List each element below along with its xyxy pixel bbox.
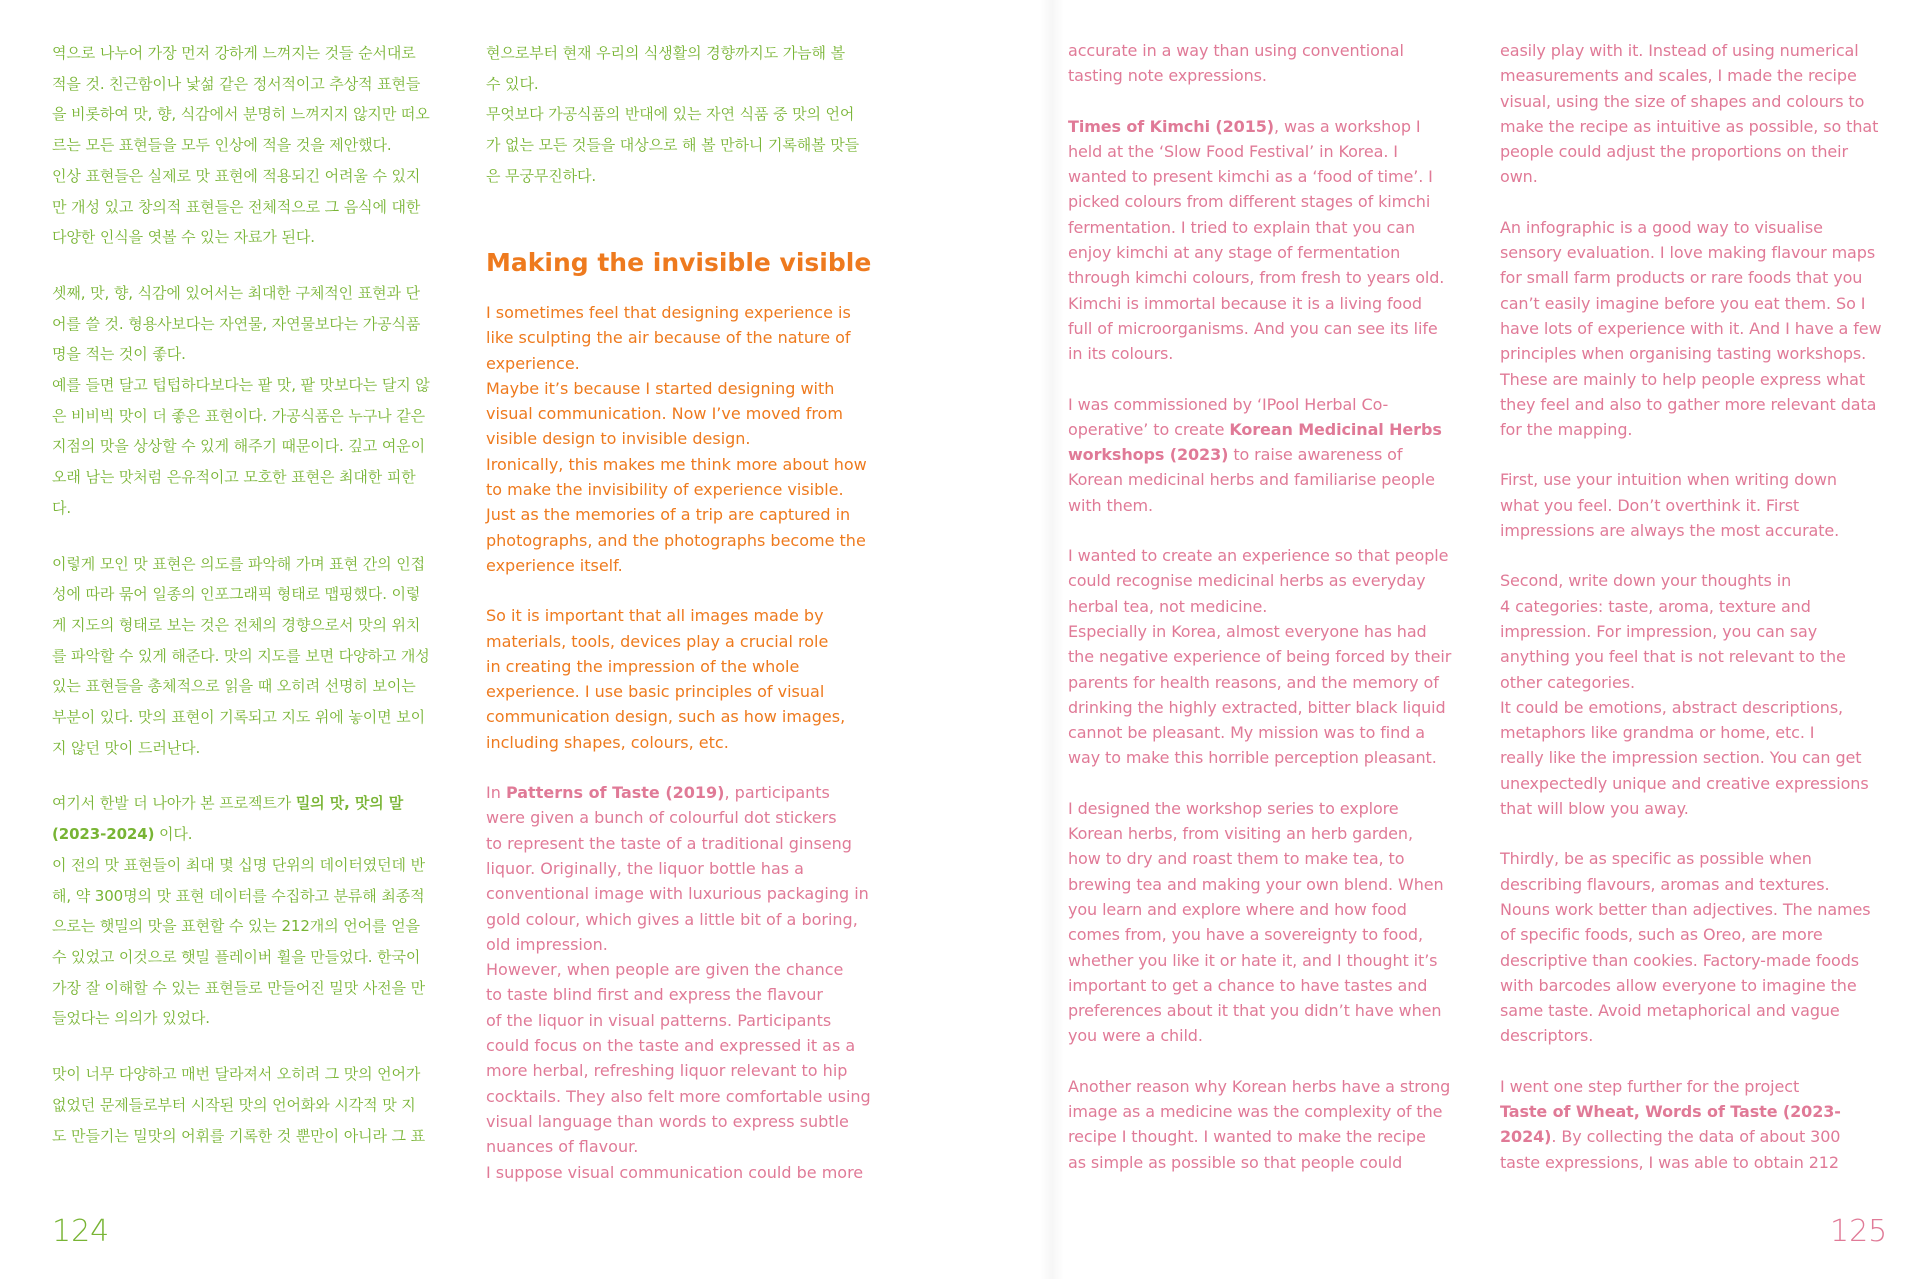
- project-title-korean: 밀의 맛, 맛의 말 (2023-2024): [52, 794, 404, 844]
- section-heading: Making the invisible visible: [486, 248, 872, 277]
- medicinal-herbs-paragraph: [1068, 392, 1458, 518]
- left-column-2-korean: [486, 38, 881, 192]
- intro-paragraph-1: I sometimes feel that designing experience is like sculpting the air because of the nature of experience. Maybe it’s because I started designing with visual communication. Now I’ve moved from visible design to invisible design. Ironically, this makes me think more about how to make the invisibility of experience visible. Just as the memories of a trip are captured in photographs, and the photographs become the experience itself.: [486, 303, 867, 575]
- page-number-right: 125: [1830, 1214, 1888, 1249]
- times-of-kimchi-title: Times of Kimchi (2015): [1068, 116, 1274, 136]
- english-paragraph-6: Another reason why Korean herbs have a strong image as a medicine was the complexity of the recipe I thought. I wanted to make the recipe as simple as possible so that people could: [1068, 1076, 1451, 1172]
- patterns-of-taste-title: Patterns of Taste (2019): [505, 783, 725, 803]
- medicinal-herbs-title: Korean Medicinal Herbs workshops (2023): [1068, 419, 1442, 465]
- left-column-korean: [52, 38, 432, 1151]
- intro-paragraph-2: So it is important that all images made by materials, tools, devices play a crucial role in creating the impression of the whole experience. I use basic principles of visual communication design, such as how images, including shapes, colours, etc.: [486, 606, 846, 752]
- english-paragraph-7: easily play with it. Instead of using numerical measurements and scales, I made the recipe visual, using the size of shapes and colours to make the recipe as intuitive as possible, so that people could adjust the proportions on their own.: [1500, 41, 1879, 187]
- english-paragraph-8: An infographic is a good way to visualise sensory evaluation. I love making flavour maps for small farm products or rare foods that you can’t easily imagine before you eat them. So I have lots of experience with it. And I have a few principles when organising tasting workshops. These are mainly to help people express what they feel and also to gather more relevant data for the mapping.: [1500, 217, 1882, 440]
- english-paragraph-11: Thirdly, be as specific as possible when describing flavours, aromas and textures. Nouns work better than adjectives. The names of specific foods, such as Oreo, are more descriptive than cookies. Factory-made foods with barcodes allow everyone to imagine the same taste. Avoid metaphorical and vague descriptors.: [1500, 849, 1871, 1046]
- korean-paragraph-4-intro: 여기서 한발 더 나아가 본 프로젝트가: [52, 794, 296, 813]
- korean-paragraph-6: 현으로부터 현재 우리의 식생활의 경향까지도 가늠해 볼 수 있다. 무엇보다 가공식품의 반대에 있는 자연 식품 중 맛의 언어 가 없는 모든 것들을 대상으로 해 볼 만하니 기록해볼 맛들 은 무궁무진하다.: [486, 44, 859, 185]
- korean-paragraph-3: 이렇게 모인 맛 표현은 의도를 파악해 가며 표현 간의 인접 성에 따라 묶어 일종의 인포그래픽 형태로 맵핑했다. 이렇 게 지도의 형태로 보는 것은 전체의 경향으로서 맛의 위치 를 파악할 수 있게 해준다. 맛의 지도를 보면 다양하고 개성 있는 표현들을 총체적으로 읽을 때 오히려 선명히 보이는 부분이 있다. 맛의 표현이 기록되고 지도 위에 놓이면 보이 지 않던 맛이 드러난다.: [52, 554, 430, 757]
- patterns-intro: In: [486, 783, 506, 803]
- taste-of-wheat-title: Taste of Wheat, Words of Taste (2023- 2024): [1500, 1101, 1841, 1147]
- english-paragraph-4: I wanted to create an experience so that people could recognise medicinal herbs as everyday herbal tea, not medicine. Especially in Korea, almost everyone has had the negative experience of being forced by their parents for health reasons, and the memory of drinking the highly extracted, bitter black liquid cannot be pleasant. My mission was to find a way to make this horrible perception pleasant.: [1068, 546, 1452, 768]
- medicinal-herbs-body: to raise awareness of Korean medicinal herbs and familiarise people with them.: [1068, 445, 1435, 515]
- korean-paragraph-4: [52, 788, 432, 1034]
- english-paragraph-9: First, use your intuition when writing down what you feel. Don’t overthink it. First impressions are always the most accurate.: [1500, 470, 1840, 541]
- english-paragraph-10: Second, write down your thoughts in 4 categories: taste, aroma, texture and impression. For impression, you can say anything you feel that is not relevant to the other categories. It could be emotions, abstract descriptions, metaphors like grandma or home, etc. I really like the impression section. You can get unexpectedly unique and creative expressions that will blow you away.: [1500, 571, 1869, 819]
- taste-of-wheat-intro: I went one step further for the project: [1500, 1076, 1800, 1096]
- page-gutter-shadow: [1040, 0, 1064, 1279]
- right-column-1: [1068, 38, 1458, 1175]
- english-paragraph-1: accurate in a way than using conventional tasting note expressions.: [1068, 41, 1404, 86]
- korean-paragraph-4-body: 이다. 이 전의 맛 표현들이 최대 몇 십명 단위의 데이터였던데 반 해, 약 300명의 맛 표현 데이터를 수집하고 분류해 최종적 으로는 햇밀의 맛을 표현할 수 있는 212개의 언어를 얻을 수 있었고 이것으로 햇밀 플레이버 휠을 만들었다. 한국이 가장 잘 이해할 수 있는 표현들로 만들어진 밀맛 사전을 만 들었다는 의의가 있었다.: [52, 825, 425, 1028]
- right-column-2: [1500, 38, 1890, 1175]
- page-number-left: 124: [52, 1214, 110, 1249]
- taste-of-wheat-paragraph: [1500, 1074, 1890, 1175]
- korean-paragraph-5: 맛이 너무 다양하고 매번 달라져서 오히려 그 맛의 언어가 없었던 문제들로부터 시작된 맛의 언어화와 시각적 맛 지 도 만들기는 밀맛의 어휘를 기록한 것 뿐만이 아니라 그 표: [52, 1065, 425, 1145]
- korean-paragraph-2: 셋째, 맛, 향, 식감에 있어서는 최대한 구체적인 표현과 단 어를 쓸 것. 형용사보다는 자연물, 자연물보다는 가공식품 명을 적는 것이 좋다. 예를 들면 달고 텁텁하다보다는 팥 맛, 팥 맛보다는 달지 않 은 비비빅 맛이 더 좋은 표현이다. 가공식품은 누구나 같은 지점의 맛을 상상할 수 있게 해주기 때문이다. 깊고 여운이 오래 남는 맛처럼 은유적이고 모호한 표현은 최대한 피한 다.: [52, 283, 430, 517]
- patterns-body: , participants were given a bunch of colourful dot stickers to represent the taste of a traditional ginseng liquor. Originally, the liquor bottle has a conventional image with luxurious packaging in gold colour, which gives a little bit of a boring, old impression. However, when people are given the chance to taste blind first and express the flavour of the liquor in visual patterns. Participants could focus on the taste and expressed it as a more herbal, refreshing liquor relevant to hip cocktails. They also felt more comfortable using visual language than words to express subtle nuances of flavour. I suppose visual communication could be more: [486, 783, 871, 1182]
- medicinal-herbs-intro: I was commissioned by ‘IPool Herbal Co- operative’ to create: [1068, 394, 1389, 439]
- times-of-kimchi-body: , was a workshop I held at the ‘Slow Food Festival’ in Korea. I wanted to present kimchi as a ‘food of time’. I picked colours from different stages of kimchi fermentation. I tried to explain that you can enjoy kimchi at any stage of fermentation through kimchi colours, from fresh to years old. Kimchi is immortal because it is a living food full of microorganisms. And you can see its life in its colours.: [1068, 116, 1445, 364]
- korean-paragraph-1: 역으로 나누어 가장 먼저 강하게 느껴지는 것들 순서대로 적을 것. 친근함이나 낯섦 같은 정서적이고 추상적 표현들 을 비롯하여 맛, 향, 식감에서 분명히 느껴지지 않지만 떠오 르는 모든 표현들을 모두 인상에 적을 것을 제안했다. 인상 표현들은 실제로 맛 표현에 적용되긴 어려울 수 있지 만 개성 있고 창의적 표현들은 전체적으로 그 음식에 대한 다양한 인식을 엿볼 수 있는 자료가 된다.: [52, 44, 430, 247]
- left-column-2-english: [486, 300, 881, 1185]
- taste-of-wheat-body: . By collecting the data of about 300 taste expressions, I was able to obtain 212: [1500, 1127, 1841, 1172]
- times-of-kimchi-paragraph: [1068, 114, 1458, 367]
- english-paragraph-5: I designed the workshop series to explore Korean herbs, from visiting an herb garden, how to dry and roast them to make tea, to brewing tea and making your own blend. When you learn and explore where and how food comes from, you have a sovereignty to food, whether you like it or hate it, and I thought it’s important to get a chance to have tastes and preferences about it that you didn’t have when you were a child.: [1068, 798, 1444, 1046]
- patterns-of-taste-paragraph: [486, 780, 881, 1185]
